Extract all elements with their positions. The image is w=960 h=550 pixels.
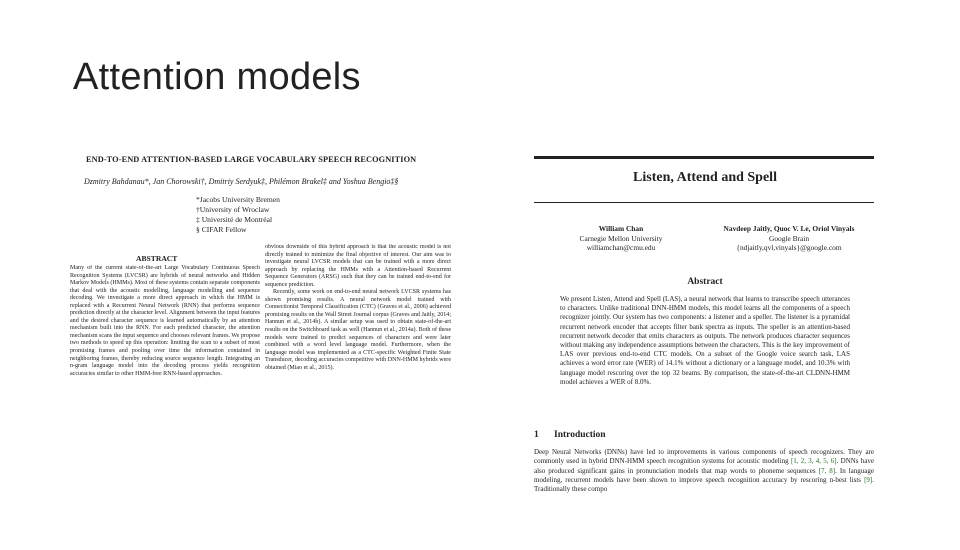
title-bottom-rule (534, 202, 874, 203)
intro-paragraph: Recently, some work on end-to-end neural network LVCSR systems has shown promising results. A neural network model trained with Connectionist Temporal Classification (CTC) (Graves et al., 2006) achieved promising results on the Wall Street Journal corpus (Graves and Jaitly, 2014; Hannun et al., 2014b). A similar setup was used to obtain state-of-the-art results on the Switchboard task as well (Hannun et al., 2014a). Both of these models were trained to predict sequences of characters and were later combined with a word level language model. Furthermore, when the language model was implemented as a CTC-specific Weighted Finite State Transducer, decoding accuracies competitive with DNN-HMM hybrids were obtained (Miao et al., 2015). (265, 289, 451, 371)
affiliation-line: †University of Wroclaw (196, 205, 270, 214)
section-title: Introduction (554, 430, 606, 440)
intro-text-part: . In language modeling, recurrent models have been shown to improve speech recognition accuracy by rescoring n-best lists (534, 466, 874, 484)
author-affiliation: Carnegie Mellon University (579, 233, 663, 243)
paper-authors: Dzmitry Bahdanau*, Jan Chorowski†, Dmitriy Serdyuk‡, Philémon Brakel‡ and Yoshua Bengio‡§ (84, 177, 399, 186)
author-block-left (556, 224, 686, 253)
author-name: William Chan (598, 224, 644, 233)
abstract-paragraph: We present Listen, Attend and Spell (LAS), a neural network that learns to transcribe speech utterances to characters. Unlike traditional DNN-HMM models, this model learns all the components of a speech recognizer jointly. Our system has two components: a listener and a speller. The listener is a pyramidal recurrent network encoder that accepts filter bank spectra as inputs. The speller is an attention-based recurrent network decoder that emits characters as outputs. The network produces character sequences without making any independence assumptions between the characters. This is the key improvement of LAS over previous end-to-end CTC models. On a subset of the Google voice search task, LAS achieves a word error rate (WER) of 14.1% without a dictionary or a language model, and 10.3% with language model rescoring over the top 32 beams. By comparison, the state-of-the-art CLDNN-HMM model achieves a WER of 8.0%. (560, 295, 850, 386)
intro-column (265, 244, 451, 438)
section-number: 1 (534, 430, 539, 440)
abstract-heading: ABSTRACT (136, 254, 178, 263)
abstract-paragraph: Many of the current state-of-the-art Large Vocabulary Continuous Speech Recognition Systems (LVCSR) are hybrids of neural networks and Hidden Markov Models (HMMs). Most of these systems contain separate components that deal with the acoustic modelling, language modelling and sequence decoding. We investigate a more direct approach in which the HMM is replaced with a Recurrent Neural Network (RNN) that performs sequence prediction directly at the character level. Alignment between the input features and the desired character sequence is learned automatically by an attention mechanism built into the RNN. For each predicted character, the attention mechanism scans the input sequence and chooses relevant frames. We propose two methods to speed up this operation: limiting the scan to a subset of most promising frames and pooling over time the information contained in neighboring frames, thereby reducing source sequence length. Integrating an n-gram language model into the decoding process yields recognition accuracies similar to other HMM-free RNN-based approaches. (70, 265, 260, 377)
intro-text (534, 448, 874, 548)
affiliation-line: ‡ Université de Montréal (196, 215, 273, 224)
intro-text-part: . Traditionally these compo (534, 475, 874, 494)
abstract-heading: Abstract (687, 277, 723, 287)
author-email: {ndjaitly,qvl,vinyals}@google.com (736, 243, 842, 252)
citation-link[interactable]: [9] (864, 475, 873, 484)
slide-title: Attention models (73, 56, 361, 98)
author-affiliation: Google Brain (768, 233, 810, 243)
affiliation-line: § CIFAR Fellow (196, 225, 247, 234)
abstract-text (70, 265, 260, 438)
author-email: williamchan@cmu.edu (586, 243, 656, 252)
citation-link[interactable]: [1, 2, 3, 4, 5, 6] (790, 457, 837, 466)
paper-title: END-TO-END ATTENTION-BASED LARGE VOCABULARY SPEECH RECOGNITION (86, 155, 417, 164)
intro-text-part: Deep Neural Networks (DNNs) have led to improvements in various components of speech recognizers. They are commonly used in hybrid DNN-HMM speech recognition systems for acoustic modeling (534, 448, 874, 466)
citation-link[interactable]: [7, 8] (818, 466, 836, 475)
intro-text-part: . DNNs have also produced significant gains in pronunciation models that map words to phoneme sequences (534, 457, 874, 475)
author-name: Navdeep Jaitly, Quoc V. Le, Oriol Vinyals (723, 224, 855, 233)
abstract-text (560, 295, 850, 411)
intro-paragraph (534, 448, 874, 494)
title-top-rule (534, 156, 874, 159)
paper-title: Listen, Attend and Spell (633, 170, 777, 185)
paper-excerpt-las (528, 150, 878, 550)
paper-excerpt-attention-lvcsr (66, 150, 458, 440)
author-block-right (704, 224, 874, 253)
affiliation-line: *Jacobs University Bremen (196, 195, 280, 204)
intro-heading (534, 430, 606, 440)
intro-paragraph: obvious downside of this hybrid approach is that the acoustic model is not directly trained to minimize the final objective of interest. Our aim was to investigate neural LVCSR models that can be trained with a more direct approach by replacing the HMMs with a Attention-based Recurrent Sequence Generators (ARSG) such that they can be trained end-to-end for sequence prediction. (265, 244, 451, 288)
